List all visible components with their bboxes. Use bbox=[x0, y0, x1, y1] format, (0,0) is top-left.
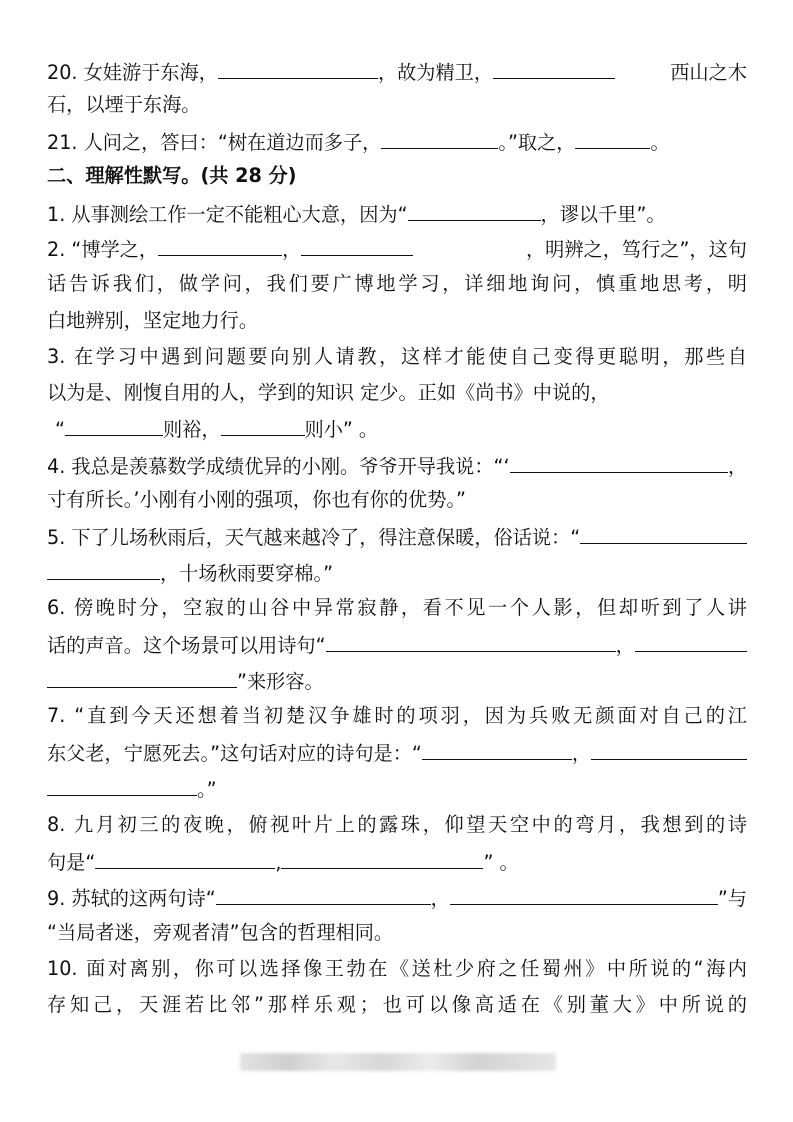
p5-blank-part2[interactable] bbox=[47, 559, 160, 580]
p2-blank-1[interactable] bbox=[158, 235, 282, 256]
p3-blank-1[interactable] bbox=[65, 415, 163, 436]
p7-text-c: ， bbox=[571, 742, 592, 765]
p5-text-a: 5. 下了儿场秋雨后，天气越来越冷了，得注意保暖，俗话说：“ bbox=[47, 526, 581, 549]
p6-line1: 6. 傍晚时分，空寂的山谷中异常寂静，看不见一个人影，但却听到了人讲 bbox=[47, 596, 747, 619]
p6-line2 bbox=[47, 631, 747, 659]
p2-text-c: ，明辨之，笃行之”，这句 bbox=[525, 238, 747, 261]
p2-line2: 话告诉我们，做学问，我们要广博地学习，详细地询问，慎重地思考，明 bbox=[47, 272, 747, 295]
p7-line3 bbox=[47, 775, 747, 803]
p2-line1 bbox=[47, 235, 747, 263]
p2-text-b: ， bbox=[282, 238, 302, 261]
p9-blank-2[interactable] bbox=[450, 884, 718, 905]
p4-blank[interactable] bbox=[510, 452, 728, 473]
p2-text-a: 2. “博学之， bbox=[47, 238, 159, 261]
q20-text-a: 20. 女娃游于东海， bbox=[47, 61, 218, 84]
q20-blank-1[interactable] bbox=[218, 58, 378, 79]
q21-text-b: 。”取之， bbox=[498, 131, 576, 154]
p7-blank-2-part2[interactable] bbox=[47, 775, 197, 796]
p3-line2: 以为是、刚愎自用的人，学到的知识 定少。正如《尚书》中说的， bbox=[47, 381, 610, 404]
p8-blank-2[interactable] bbox=[281, 848, 483, 869]
p6-text-c: ， bbox=[615, 634, 635, 657]
p9-text-a: 9. 苏轼的这两句诗“ bbox=[47, 887, 216, 910]
p7-line2 bbox=[47, 739, 747, 767]
p3-text-c: “ bbox=[55, 418, 65, 441]
p8-line1: 8. 九月初三的夜晚，俯视叶片上的露珠，仰望天空中的弯月，我想到的诗 bbox=[47, 813, 747, 836]
p10-line1: 10. 面对离别，你可以选择像王勃在《送杜少府之任蜀州》中所说的“海内 bbox=[47, 957, 747, 980]
p4-line1 bbox=[47, 452, 747, 480]
p7-line1: 7. “直到今天还想着当初楚汉争雄时的项羽，因为兵败无颜面对自己的江 bbox=[47, 704, 747, 727]
section-2-title: 二、理解性默写。(共 28 分) bbox=[47, 164, 297, 187]
q20-text-c: 西山之木 bbox=[670, 61, 747, 84]
p7-text-d: 。” bbox=[197, 778, 217, 801]
p7-blank-2-part1[interactable] bbox=[591, 739, 747, 760]
q21-blank-1[interactable] bbox=[381, 128, 498, 149]
blurred-footer-watermark bbox=[240, 1053, 556, 1071]
p8-text-c: , bbox=[275, 851, 282, 874]
p6-blank-2-part2[interactable] bbox=[47, 667, 237, 688]
p2-blank-2[interactable] bbox=[301, 235, 413, 256]
p5-text-b: ，十场秋雨要穿棉。” bbox=[160, 562, 334, 585]
p1-text-b: ，谬以千里”。 bbox=[540, 203, 666, 226]
p4-line2: 寸有所长。’小刚有小刚的强项，你也有你的优势。” bbox=[47, 488, 466, 511]
p8-text-d: ” 。 bbox=[483, 851, 519, 874]
p9-line2: “当局者迷，旁观者清”包含的哲理相同。 bbox=[47, 921, 394, 944]
p8-text-b: 句是“ bbox=[47, 851, 96, 874]
p1-blank[interactable] bbox=[408, 200, 541, 221]
p7-text-b: 东父老，宁愿死去。”这句话对应的诗句是：“ bbox=[47, 742, 422, 765]
p3-line3 bbox=[55, 415, 747, 443]
p5-line2 bbox=[47, 559, 747, 587]
p4-text-a: 4. 我总是羡慕数学成绩优异的小刚。爷爷开导我说：“‘ bbox=[47, 455, 510, 478]
p5-line1 bbox=[47, 523, 747, 551]
p10-line2: 存知己，天涯若比邻”那样乐观；也可以像高适在《别董大》中所说的 bbox=[47, 993, 747, 1016]
q21-text-c: 。 bbox=[650, 131, 670, 154]
p2-line3: 白地辨别，坚定地力行。 bbox=[47, 309, 259, 332]
p1-text-a: 1. 从事测绘工作一定不能粗心大意，因为“ bbox=[47, 203, 408, 226]
p6-blank-1[interactable] bbox=[326, 631, 616, 652]
p5-blank-part1[interactable] bbox=[580, 523, 747, 544]
p9-line1 bbox=[47, 884, 747, 912]
p6-text-b: 话的声音。这个场景可以用诗句“ bbox=[47, 634, 326, 657]
p8-blank-1[interactable] bbox=[95, 848, 275, 869]
p6-blank-2-part1[interactable] bbox=[635, 631, 747, 652]
q20-line2: 石，以堙于东海。 bbox=[47, 93, 201, 116]
p6-line3 bbox=[47, 667, 747, 695]
q21-blank-2[interactable] bbox=[575, 128, 650, 149]
p1-line bbox=[47, 200, 747, 228]
p3-text-d: 则裕， bbox=[162, 418, 221, 441]
p3-blank-2[interactable] bbox=[221, 415, 305, 436]
p9-text-c: ”与 bbox=[717, 887, 747, 910]
q21-text-a: 21. 人问之，答曰：“树在道边而多子， bbox=[47, 131, 382, 154]
q20-blank-2[interactable] bbox=[493, 58, 615, 79]
q20-line1 bbox=[47, 58, 747, 86]
p7-blank-1[interactable] bbox=[422, 739, 572, 760]
p9-blank-1[interactable] bbox=[216, 884, 431, 905]
p9-text-b: ， bbox=[430, 887, 450, 910]
p8-line2 bbox=[47, 848, 747, 876]
p3-line1: 3. 在学习中遇到问题要向别人请教，这样才能使自己变得更聪明，那些自 bbox=[47, 345, 747, 368]
p3-text-e: 则小” 。 bbox=[304, 418, 379, 441]
p6-text-d: ”来形容。 bbox=[237, 670, 324, 693]
q20-text-b: ，故为精卫， bbox=[377, 61, 494, 84]
q21-line bbox=[47, 128, 747, 156]
p4-text-b: ， bbox=[727, 455, 747, 478]
